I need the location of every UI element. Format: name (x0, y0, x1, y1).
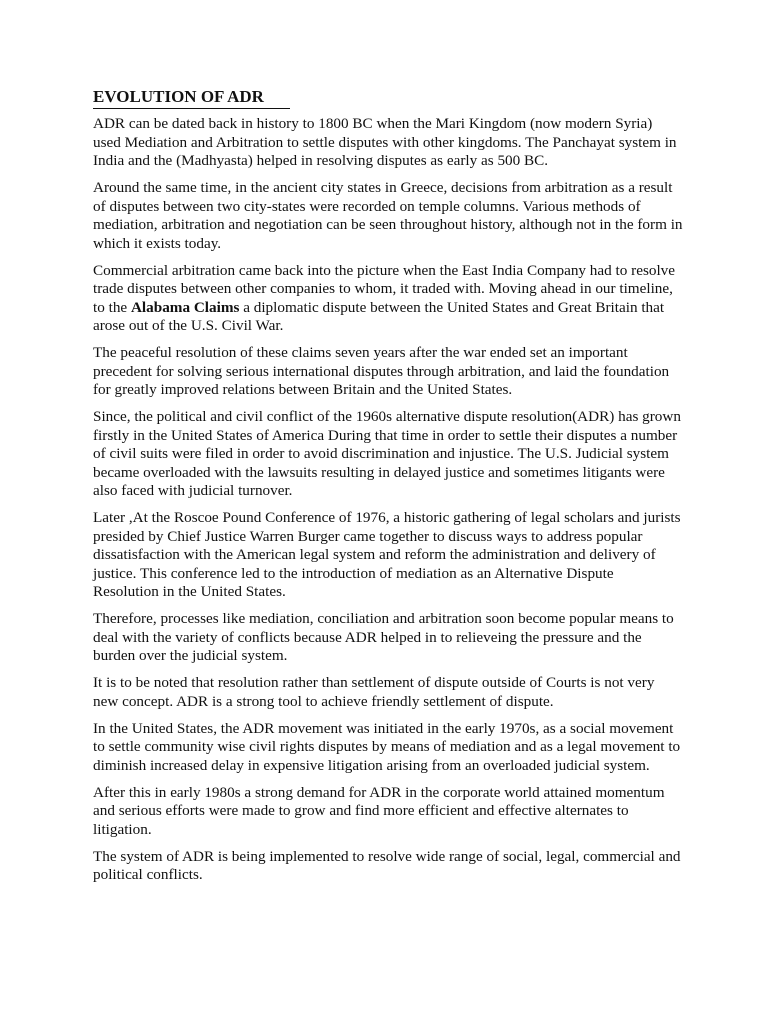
paragraph-peaceful-resolution: The peaceful resolution of these claims seven years after the war ended set an important precedent for solving serious international disputes through arbitration, and laid the foundation for greatly improved relations between Britain and the United States. (93, 344, 670, 398)
paragraph-roscoe-pound: Later ,At the Roscoe Pound Conference of 1976, a historic gathering of legal scholars and jurists presided by Chief Justice Warren Burger came together to discuss ways to address popular dissatisfaction with the American legal system and reform the administration and delivery of justice. This conference led to the introduction of mediation as an Alternative Dispute Resolution in the United States. (93, 509, 681, 600)
alabama-claims-bold: Alabama Claims (130, 298, 240, 316)
page-title: EVOLUTION OF ADR (93, 86, 290, 109)
paragraph-noted: It is to be noted that resolution rather than settlement of dispute outside of Courts is not very new concept. ADR is a strong tool to achieve friendly settlement of dispute. (93, 674, 655, 710)
paragraph-system: The system of ADR is being implemented to resolve wide range of social, legal, commercial and political conflicts. (93, 847, 681, 883)
paragraph-us-movement: In the United States, the ADR movement was initiated in the early 1970s, as a social movement to settle community wise civil rights disputes by means of mediation and as a legal movement to diminish increased delay in expensive litigation arising from an overloaded judicial system. (93, 719, 681, 774)
paragraph-greece: Around the same time, in the ancient city states in Greece, decisions from arbitration as a result of disputes between two city-states were recorded on temple columns. Various methods of mediation, arbitration and negotiation can be seen throughout history, although not in the form in which it exists today. (93, 179, 683, 252)
paragraph-text-after: a diplomatic dispute between the United States and Great Britain that arose out of the U.S. Civil War. (93, 298, 665, 334)
paragraph-text-before: Commercial arbitration came back into the picture when the East India Company had to resolve trade disputes between other companies to whom, it traded with. Moving ahead in our timeline, to the (93, 261, 675, 316)
paragraph-1960s: Since, the political and civil conflict of the 1960s alternative dispute resolution(ADR) has grown firstly in the United States of America During that time in order to settle their disputes a number of civil suits were filed in order to avoid discrimination and injustice. The U.S. Judicial system became overloaded with the lawsuits resulting in delayed justice and sometimes litigants were also faced with judicial turnover. (93, 408, 681, 499)
paragraph-therefore: Therefore, processes like mediation, conciliation and arbitration soon become popular means to deal with the variety of conflicts because ADR helped in to relieveing the pressure and the burden over the judicial system. (93, 610, 674, 664)
document-page (93, 86, 683, 893)
paragraph-1980s: After this in early 1980s a strong demand for ADR in the corporate world attained momentum and serious efforts were made to grow and find more efficient and effective alternates to litigation. (93, 783, 665, 838)
paragraph-commercial-arbitration (93, 262, 683, 336)
paragraph-origins: ADR can be dated back in history to 1800 BC when the Mari Kingdom (now modern Syria) used Mediation and Arbitration to settle disputes with other kingdoms. The Panchayat system in India and the (Madhyasta) helped in resolving disputes as early as 500 BC. (93, 115, 677, 169)
